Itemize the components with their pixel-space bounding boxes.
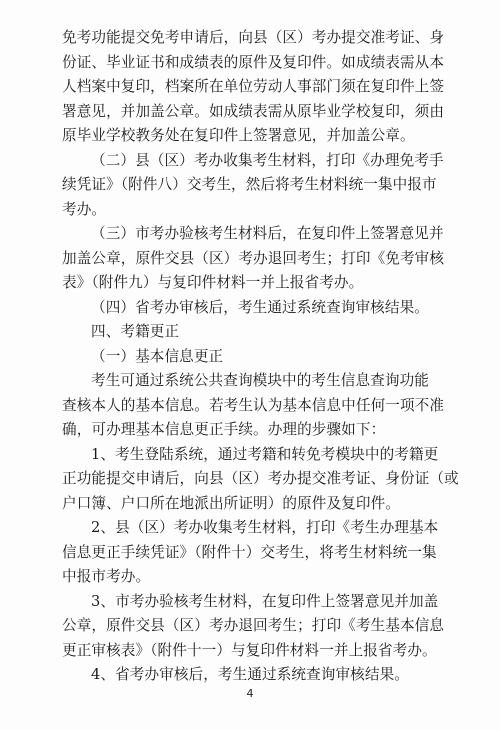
text-line: 户口簿、户口所在地派出所证明）的原件及复印件。 xyxy=(62,494,400,512)
text-line: （一）基本信息更正 xyxy=(91,347,224,365)
text-line: 四、考籍更正 xyxy=(91,323,180,340)
page-number: 4 xyxy=(246,687,254,700)
text-line: 确，可办理基本信息更正手续。办理的步骤如下： xyxy=(62,421,386,438)
text-line: 中报市考办。 xyxy=(62,568,151,585)
text-line: （二）县（区）考办收集考生材料，打印《办理免考手 xyxy=(91,151,444,169)
text-line: 信息更正手续凭证》（附件十）交考生，将考生材料统一集 xyxy=(62,543,437,561)
text-line: 署意见，并加盖公章。如成绩表需从原毕业学校复印，须由 xyxy=(62,102,445,120)
text-line: 考生可通过系统公共查询模块中的考生信息查询功能 xyxy=(91,372,429,389)
text-line: 3、市考办验核考生材料，在复印件上签署意见并加盖 xyxy=(91,592,439,610)
text-line: 1、考生登陆系统，通过考籍和转免考模块中的考籍更 xyxy=(91,445,439,463)
text-line: 正功能提交申请后，向县（区）考办提交准考证、身份证（或 xyxy=(62,470,459,487)
text-line: 2、县（区）考办收集考生材料，打印《考生办理基本 xyxy=(91,519,439,536)
text-line: （四）省考办审核后，考生通过系统查询审核结果。 xyxy=(91,298,429,316)
text-line: 表》（附件九）与复印件材料一并上报省考办。 xyxy=(62,274,364,291)
text-line: 原毕业学校教务处在复印件上签署意见，并加盖公章。 xyxy=(62,127,415,144)
text-line: 免考功能提交免考申请后，向县（区）考办提交准考证、身 xyxy=(62,29,445,46)
text-line: 更正审核表》（附件十一）与复印件材料一并上报省考办。 xyxy=(62,641,437,659)
text-line: 续凭证》（附件八）交考生，然后将考生材料统一集中报市 xyxy=(62,176,437,193)
text-line: 份证、毕业证书和成绩表的原件及复印件。如成绩表需从本 xyxy=(62,53,445,71)
text-line: 4、省考办审核后，考生通过系统查询审核结果。 xyxy=(91,666,409,683)
text-line: 考办。 xyxy=(62,200,107,218)
text-line: 加盖公章，原件交县（区）考办退回考生；打印《免考审核 xyxy=(62,249,445,267)
document-body xyxy=(62,26,459,688)
text-line: 人档案中复印，档案所在单位劳动人事部门须在复印件上签 xyxy=(62,78,445,95)
text-line: 公章，原件交县（区）考办退回考生；打印《考生基本信息 xyxy=(62,617,445,634)
text-line: 查核本人的基本信息。若考生认为基本信息中任何一项不准 xyxy=(62,396,445,414)
text-line: （三）市考办验核考生材料后，在复印件上签署意见并 xyxy=(91,225,444,242)
